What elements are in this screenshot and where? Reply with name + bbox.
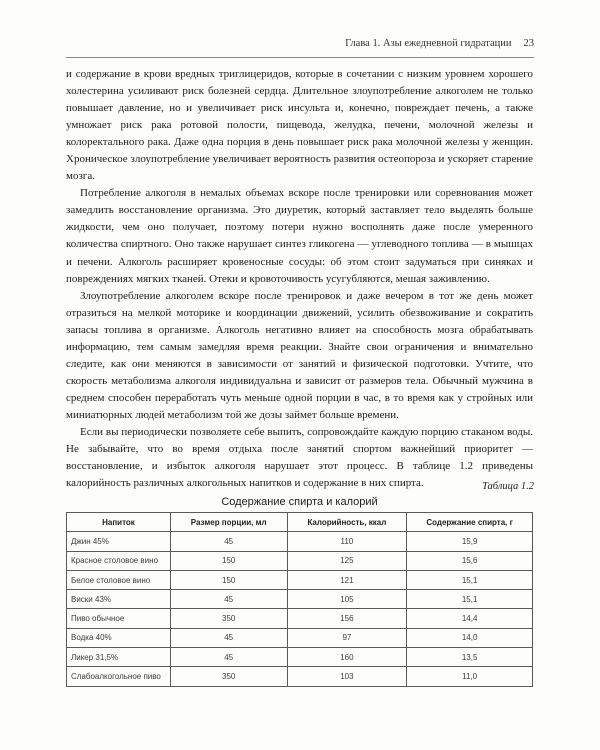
table-row (67, 628, 533, 647)
alcohol-cell: 15,1 (407, 570, 533, 589)
paragraph: Если вы периодически позволяете себе выпить, сопровождайте каждую порцию стаканом воды. Не забывайте, что во время отдыха после занятий спортом важнейший приоритет — восстановление, и избыток алкоголя нарушает этот процесс. В таблице 1.2 приведены калорийность различных алкогольных напитков и содержание в них спирта. (66, 425, 533, 490)
calories-cell: 103 (287, 667, 407, 686)
page-number: 23 (523, 38, 534, 49)
table-row (67, 570, 533, 589)
paragraph: Потребление алкоголя в немалых объемах вскоре после тренировки или соревнования может замедлить восстановление организма. Это диуретик, который заставляет тело выделять больше жидкости, чем оно получает, поэтому потери нужно восполнять даже после умеренного количества спиртного. Оно также нарушает синтез гликогена — углеводного топлива — в мышцах и печени. Алкоголь расширяет кровеносные сосуды: об этом стоит задуматься при синяках и повреждениях мягких тканей. Отеки и кровоточивость усугубляются, мешая заживлению. (66, 187, 533, 285)
drink-cell: Красное столовое вино (67, 551, 171, 570)
portion-cell: 45 (170, 648, 287, 667)
drink-cell: Слабоалкогольное пиво (67, 667, 171, 686)
portion-cell: 350 (170, 609, 287, 628)
table-row (67, 609, 533, 628)
column-header: Размер порции, мл (170, 513, 287, 532)
table-row (67, 648, 533, 667)
calories-cell: 97 (287, 628, 407, 647)
alcohol-cell: 13,5 (407, 648, 533, 667)
column-header: Содержание спирта, г (407, 513, 533, 532)
portion-cell: 45 (170, 590, 287, 609)
drink-cell: Джин 45% (67, 532, 171, 551)
portion-cell: 45 (170, 532, 287, 551)
header-divider (66, 57, 534, 58)
drink-cell: Водка 40% (67, 628, 171, 647)
alcohol-cell: 15,1 (407, 590, 533, 609)
portion-cell: 45 (170, 628, 287, 647)
drink-cell: Пиво обычное (67, 609, 171, 628)
table-row (67, 590, 533, 609)
paragraph: и содержание в крови вредных триглицеридов, которые в сочетании с низким уровнем хорошего холестерина усиливают риск болезней сердца. Длительное злоупотребление алкоголем не только повышает давление, но и увеличивает риск инсульта и, конечно, повреждает печень, а также умножает риск рака ротовой полости, пищевода, желудка, печени, молочной железы и колоректального рака. Даже одна порция в день повышает риск рака молочной железы у женщин. Хроническое злоупотребление увеличивает вероятность развития остеопороза и ускоряет старение мозга. (66, 68, 533, 183)
calories-cell: 160 (287, 648, 407, 667)
table-title: Содержание спирта и калорий (221, 496, 378, 508)
portion-cell: 150 (170, 570, 287, 589)
chapter-title: Глава 1. Азы ежедневной гидратации (345, 38, 512, 49)
alcohol-cell: 14,4 (407, 609, 533, 628)
portion-cell: 150 (170, 551, 287, 570)
table-row (67, 532, 533, 551)
calories-cell: 125 (287, 551, 407, 570)
body-text (66, 66, 533, 492)
drink-cell: Белое столовое вино (67, 570, 171, 589)
alcohol-cell: 11,0 (407, 667, 533, 686)
table-row (67, 551, 533, 570)
alcohol-cell: 14,0 (407, 628, 533, 647)
alcohol-table (66, 512, 533, 687)
column-header: Напиток (67, 513, 171, 532)
portion-cell: 350 (170, 667, 287, 686)
alcohol-cell: 15,6 (407, 551, 533, 570)
table-row (67, 667, 533, 686)
table-header-row (67, 513, 533, 532)
calories-cell: 156 (287, 609, 407, 628)
drink-cell: Ликер 31,5% (67, 648, 171, 667)
column-header: Калорийность, ккал (287, 513, 407, 532)
calories-cell: 121 (287, 570, 407, 589)
running-header (345, 38, 534, 49)
table-label: Таблица 1.2 (482, 481, 534, 492)
alcohol-cell: 15,9 (407, 532, 533, 551)
calories-cell: 105 (287, 590, 407, 609)
paragraph: Злоупотребление алкоголем вскоре после тренировок и даже вечером в тот же день может отразиться на мелкой моторике и координации движений, усилить обезвоживание и сократить запасы топлива в организме. Алкоголь негативно влияет на способность мозга обрабатывать информацию, тем самым замедляя время реакции. Знайте свои ограничения и внимательно следите, как они меняются в зависимости от занятий и физической подготовки. Учтите, что скорость метаболизма алкоголя индивидуальна и зависит от размеров тела. Обычный мужчина в среднем способен переработать чуть меньше одной порции в час, в то время как у стройных или миниатюрных людей метаболизм той же дозы займет больше времени. (66, 289, 533, 421)
drink-cell: Виски 43% (67, 590, 171, 609)
calories-cell: 110 (287, 532, 407, 551)
